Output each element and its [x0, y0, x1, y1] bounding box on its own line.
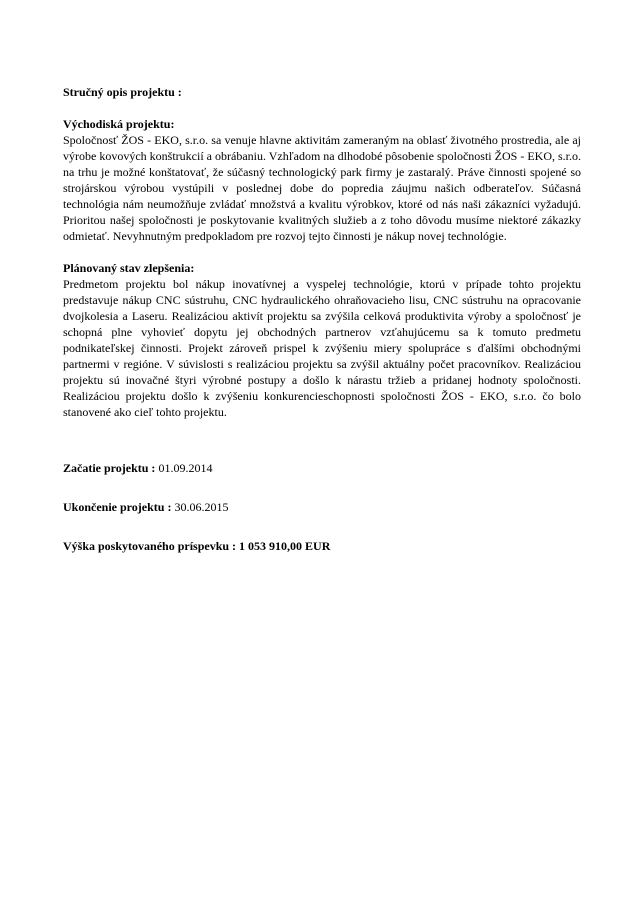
document-title: Stručný opis projektu : — [63, 85, 182, 99]
section-heading-improvement: Plánovaný stav zlepšenia: — [63, 261, 195, 275]
document-page — [63, 84, 581, 554]
project-start-label: Začatie projektu : — [63, 461, 156, 475]
spacer — [63, 515, 581, 538]
contribution-line — [63, 538, 581, 554]
project-end-label: Ukončenie projektu : — [63, 500, 172, 514]
project-start-line — [63, 460, 581, 476]
spacer — [63, 100, 581, 116]
spacer — [63, 244, 581, 260]
spacer — [63, 476, 581, 499]
project-start-value: 01.09.2014 — [158, 461, 213, 475]
contribution-value: 1 053 910,00 EUR — [239, 539, 331, 553]
contribution-label: Výška poskytovaného príspevku : — [63, 539, 237, 553]
spacer — [63, 420, 581, 460]
project-end-value: 30.06.2015 — [174, 500, 229, 514]
section-body-background: Spoločnosť ŽOS - EKO, s.r.o. sa venuje hlavne aktivitám zameraným na oblasť životného prostredia, ale aj výrobe kovových konštrukcií a obrábaniu. Vzhľadom na dlhodobé pôsobenie spoločnosti ŽOS - EKO, s.r.o. na trhu je možné konštatovať, že súčasný technologický park firmy je zastaralý. Práve činnosti spojené so strojárskou výrobou vystúpili v poslednej dobe do popredia záujmu našich odberateľov. Súčasná technológia nám neumožňuje zvládať množstvá a kvalitu výrobkov, ktoré od nás naši zákazníci vyžadujú. Prioritou našej spoločnosti je poskytovanie kvalitných služieb a z toho dôvodu musíme niektoré zákazky odmietať. Nevyhnutným predpokladom pre rozvoj tejto činnosti je nákup novej technológie. — [63, 133, 581, 243]
section-body-improvement: Predmetom projektu bol nákup inovatívnej a vyspelej technológie, ktorú v prípade tohto projektu predstavuje nákup CNC sústruhu, CNC hydraulického ohraňovacieho lisu, CNC sústruhu na opracovanie dvojkolesia a Laseru. Realizáciou aktivít projektu sa zvýšila celková produktivita výroby a spoločnosť je schopná plne vyhovieť dopytu jej obchodných partnerov vzťahujúcemu sa k tomuto predmetu podnikateľskej činnosti. Projekt zároveň prispel k zvýšeniu miery spolupráce s ďalšími obchodnými partnermi v regióne. V súvislosti s realizáciou projektu sa zvýšil aktuálny počet pracovníkov. Realizáciou projektu sú inovačné štyri výrobné postupy a došlo k nárastu tržieb a pridanej hodnoty spoločnosti. Realizáciou projektu došlo k zvýšeniu konkurencieschopnosti spoločnosti ŽOS - EKO, s.r.o. čo bolo stanovené ako cieľ tohto projektu. — [63, 277, 581, 419]
section-heading-background: Východiská projektu: — [63, 117, 175, 131]
project-end-line — [63, 499, 581, 515]
